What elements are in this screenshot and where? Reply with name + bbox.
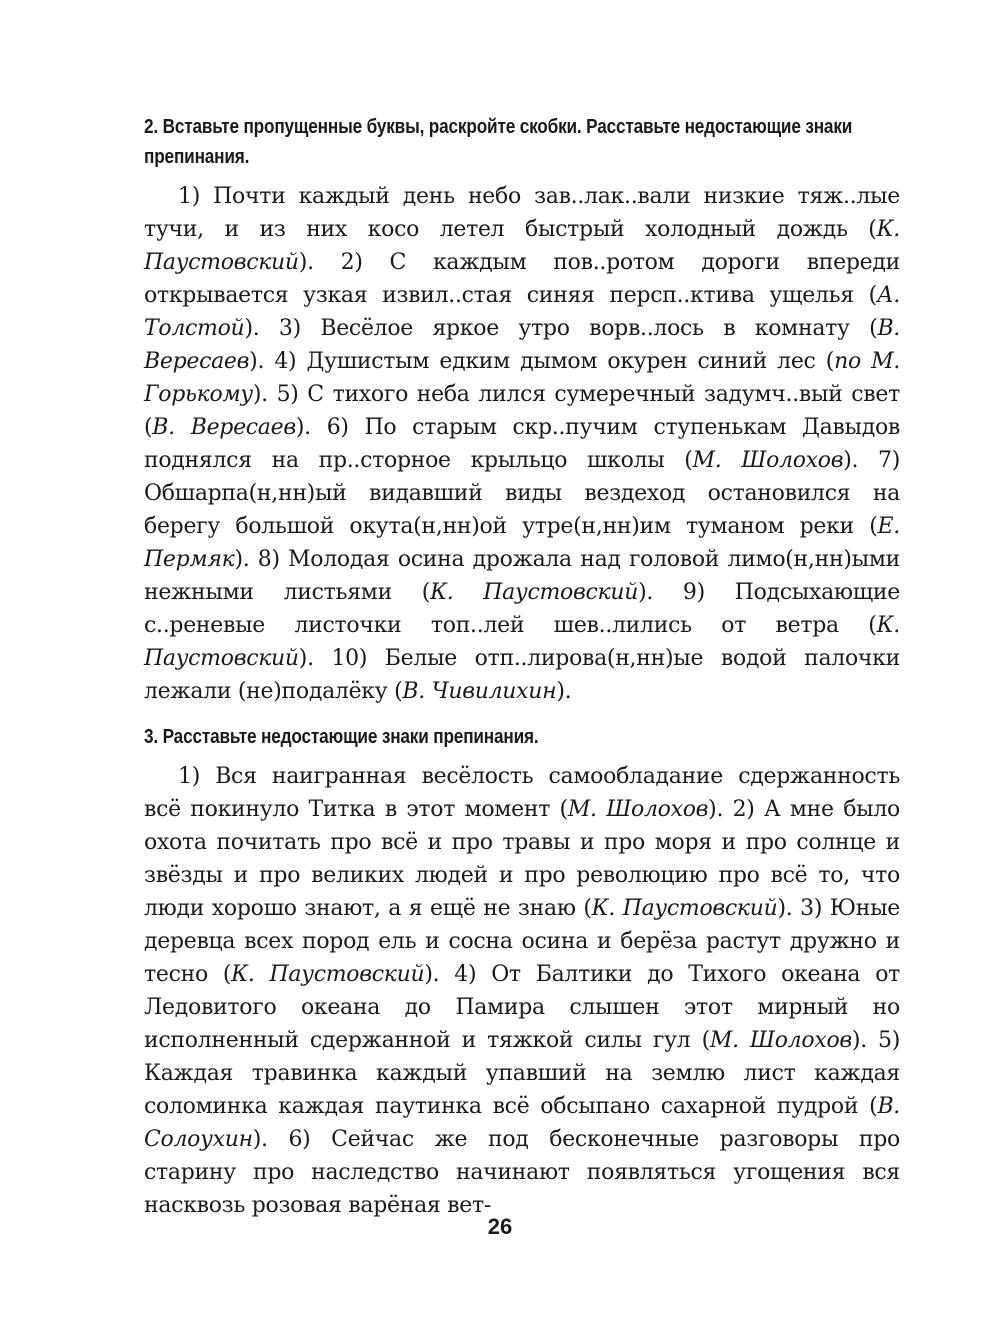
author: М. Шолохов [692, 448, 844, 473]
author: В. Солоухин [144, 1094, 900, 1152]
author: В. Вересаев [144, 316, 900, 374]
author: К. Паустовский [144, 613, 900, 671]
sentence: 10) Белые отп..лирова(н,нн)ые водой палочки лежали (не)подалёку (В. Чивилихин). [144, 646, 900, 704]
author: А. Толстой [144, 283, 900, 341]
author: В. Чивилихин [402, 679, 557, 704]
task-2-heading: 2. Вставьте пропущенные буквы, раскройте скобки. Расставьте недостающие знаки препинания. [144, 116, 853, 168]
task-2 [144, 112, 900, 708]
author: К. Паустовский [231, 962, 425, 987]
sentence: 4) Душистым едким дымом окурен синий лес (по М. Горькому). [144, 349, 901, 407]
sentence: 2) С каждым пов..ротом дороги впереди открывается узкая извил..стая синяя персп..ктива ущелья (А. Толстой). [144, 250, 900, 341]
sentence: 7) Обшарпа(н,нн)ый видавший виды вездеход остановился на берегу большой окута(н,нн)ой утре(н,нн)им туманом реки (Е. Пермяк). [144, 448, 901, 572]
sentence: 3) Весёлое яркое утро ворв..лось в комнату (В. Вересаев). [144, 316, 900, 374]
page-number: 26 [487, 1214, 513, 1239]
task-2-body [144, 180, 900, 708]
author: К. Паустовский [430, 580, 639, 605]
author: К. Паустовский [144, 217, 900, 275]
sentence: 1) Почти каждый день небо зав..лак..вали низкие тяж..лые тучи, и из них косо летел быстрый холодный дождь (К. Паустовский). [144, 184, 900, 275]
author: Е. Пермяк [144, 514, 900, 572]
author: К. Паустовский [591, 896, 778, 921]
sentence: 6) По старым скр..пучим ступенькам Давыдов поднялся на пр..сторное крыльцо школы (М. Шолохов). [144, 415, 901, 473]
sentence: 6) Сейчас же под бесконечные разговоры про старину про наследство начинают появляться угощения вся насквозь розовая варёная вет- [144, 1127, 900, 1218]
sentence: 5) Каждая травинка каждый упавший на землю лист каждая соломинка каждая паутинка всё обсыпано сахарной пудрой (В. Солоухин). [144, 1028, 901, 1152]
author: М. Шолохов [709, 1028, 852, 1053]
sentence: 3) Юные деревца всех пород ель и сосна осина и берёза растут дружно и тесно (К. Паустовский). [144, 896, 901, 987]
sentence: 9) Подсыхающие с..реневые листочки топ..лей шев..лились от ветра (К. Паустовский). [144, 580, 901, 671]
sentence: 1) Вся наигранная весёлость самообладание сдержанность всё покинуло Титка в этот момент (М. Шолохов). [144, 764, 900, 822]
author: М. Шолохов [567, 797, 709, 822]
author: В. Вересаев [152, 415, 296, 440]
sentence: 8) Молодая осина дрожала над головой лимо(н,нн)ыми нежными листьями (К. Паустовский). [144, 547, 900, 605]
sentence: 4) От Балтики до Тихого океана от Ледовитого океана до Памира слышен этот мирный но исполненный сдержанной и тяжкой силы гул (М. Шолохов). [144, 962, 901, 1053]
task-3 [144, 722, 900, 1222]
sentence: 2) А мне было охота почитать про всё и про травы и про моря и про солнце и звёзды и про великих людей и про революцию про всё то, что люди хорошо знают, а я ещё не знаю (К. Паустовский). [144, 797, 900, 921]
author: по М. Горькому [144, 349, 901, 407]
task-3-heading: 3. Расставьте недостающие знаки препинания. [144, 726, 539, 748]
page-content [144, 112, 900, 1222]
sentence: 5) С тихого неба лился сумеречный задумч..вый свет (В. Вересаев). [144, 382, 900, 440]
task-3-body [144, 760, 900, 1222]
